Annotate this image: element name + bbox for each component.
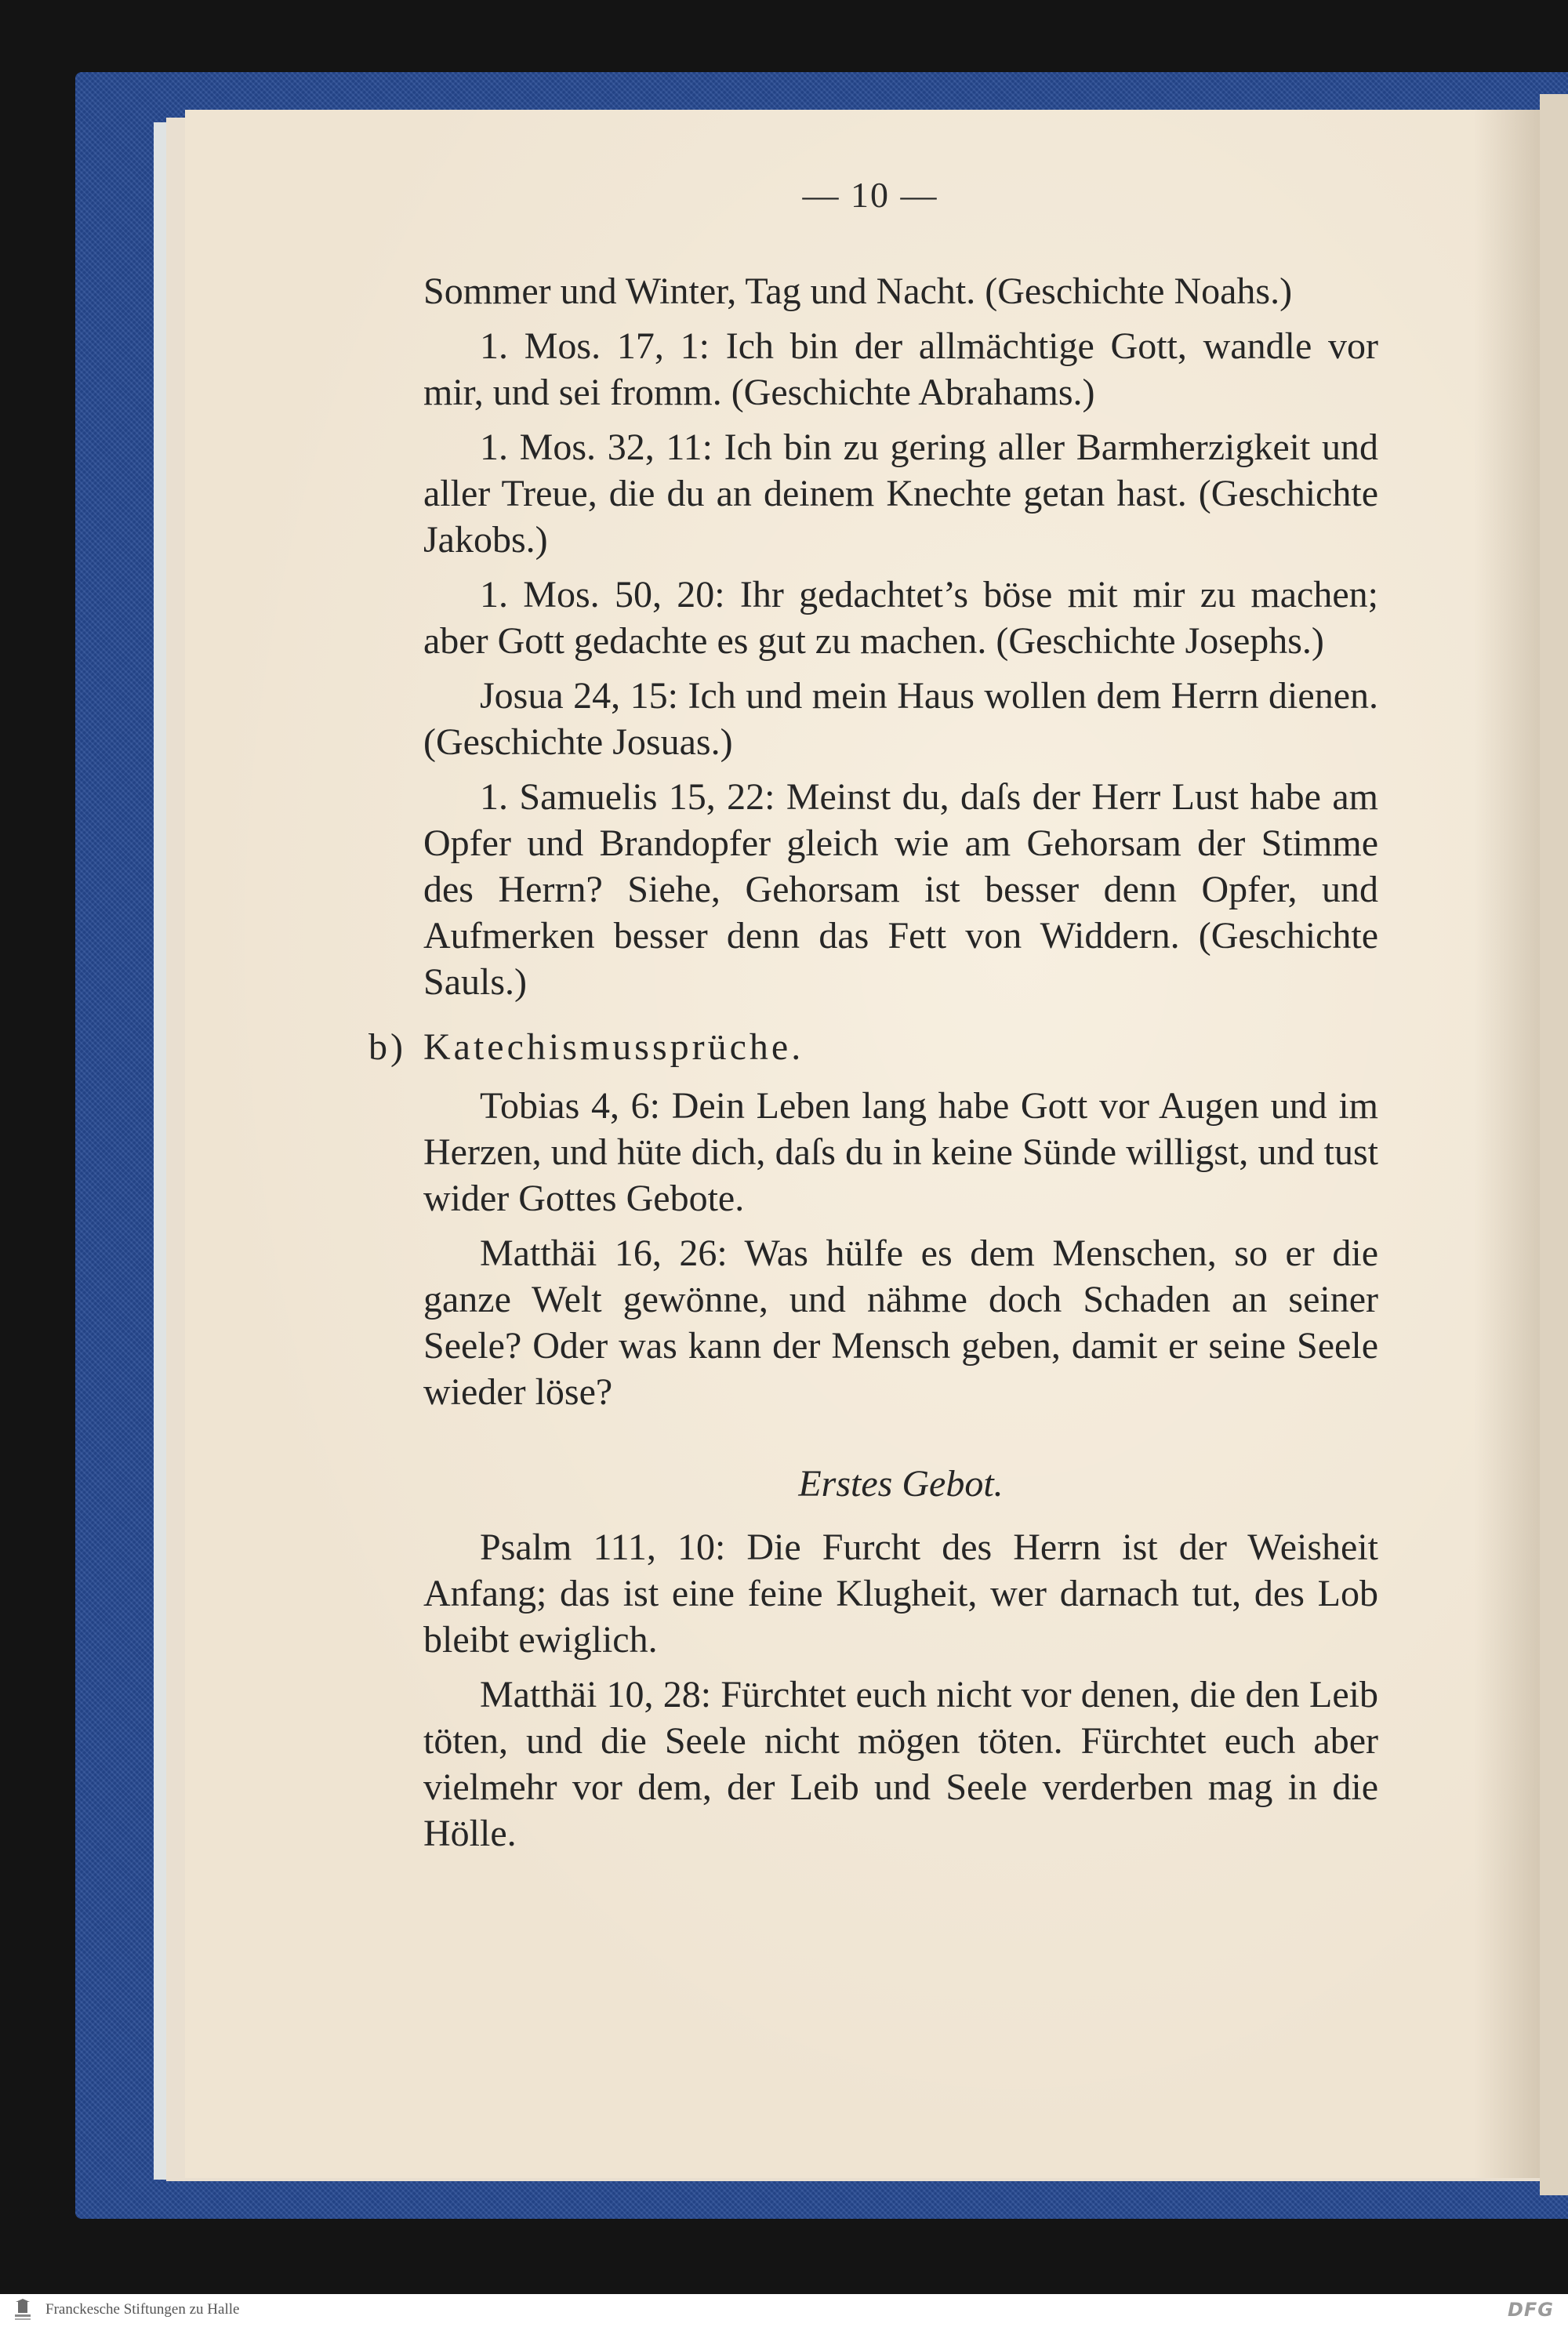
page-gutter-shadow (1474, 110, 1540, 2178)
commandment-heading: Erstes Gebot. (798, 1463, 1004, 1505)
paragraph-abrahams: 1. Mos. 17, 1: Ich bin der allmächtige Gott, wandle vor mir, und sei fromm. (Geschichte Abrahams.) (423, 325, 1378, 413)
paragraph-noahs: Sommer und Winter, Tag und Nacht. (Geschichte Noahs.) (423, 270, 1293, 312)
paragraph-sauls: 1. Samuelis 15, 22: Meinst du, daſs der Herr Lust habe am Opfer und Brandopfer gleich wie am Gehorsam der Stimme des Herrn? Siehe, Gehorsam ist besser denn Opfer, und Aufmerken besser denn das Fett von Widdern. (Geschichte Sauls.) (423, 776, 1378, 1003)
paragraph-psalm-111: Psalm 111, 10: Die Furcht des Herrn ist der Weisheit Anfang; das ist eine feine Klugheit, wer darnach tut, des Lob bleibt ewiglich. (423, 1527, 1378, 1661)
paragraph-josephs: 1. Mos. 50, 20: Ihr gedachtet’s böse mit mir zu machen; aber Gott gedachte es gut zu machen. (Geschichte Josephs.) (423, 574, 1378, 662)
paragraph-josuas: Josua 24, 15: Ich und mein Haus wollen dem Herrn dienen. (Geschichte Josuas.) (423, 675, 1378, 763)
institution-name: Franckesche Stiftungen zu Halle (45, 2301, 240, 2318)
section-heading-b (368, 1024, 1378, 1070)
page-number: — 10 — (802, 175, 938, 215)
viewer-footer (0, 2294, 1568, 2327)
paragraph-matthaei-16: Matthäi 16, 26: Was hülfe es dem Menschen, so er die ganze Welt gewönne, und nähme doch Schaden an seiner Seele? Oder was kann der Mensch geben, damit er seine Seele wieder löse? (423, 1232, 1378, 1413)
paragraph-matthaei-10: Matthäi 10, 28: Fürchtet euch nicht vor denen, die den Leib töten, und die Seele nicht mögen töten. Fürchtet euch aber vielmehr vor dem, der Leib und Seele verderben mag in die Hölle. (423, 1674, 1378, 1854)
page-text (368, 268, 1378, 1865)
paragraph-jakobs: 1. Mos. 32, 11: Ich bin zu gering aller Barmherzigkeit und aller Treue, die du an deinem Knechte getan hast. (Geschichte Jakobs.) (423, 427, 1378, 561)
paragraph-tobias: Tobias 4, 6: Dein Leben lang habe Gott vor Augen und im Herzen, und hüte dich, daſs du in keine Sünde willigst, und tust wider Gottes Gebote. (423, 1085, 1378, 1219)
funder-logo-text: DFG (1507, 2299, 1554, 2321)
facing-page-edge (1540, 94, 1568, 2195)
section-marker: b) (368, 1026, 406, 1068)
section-title: Katechismussprüche. (423, 1026, 804, 1068)
institution-crest-icon (11, 2299, 34, 2322)
